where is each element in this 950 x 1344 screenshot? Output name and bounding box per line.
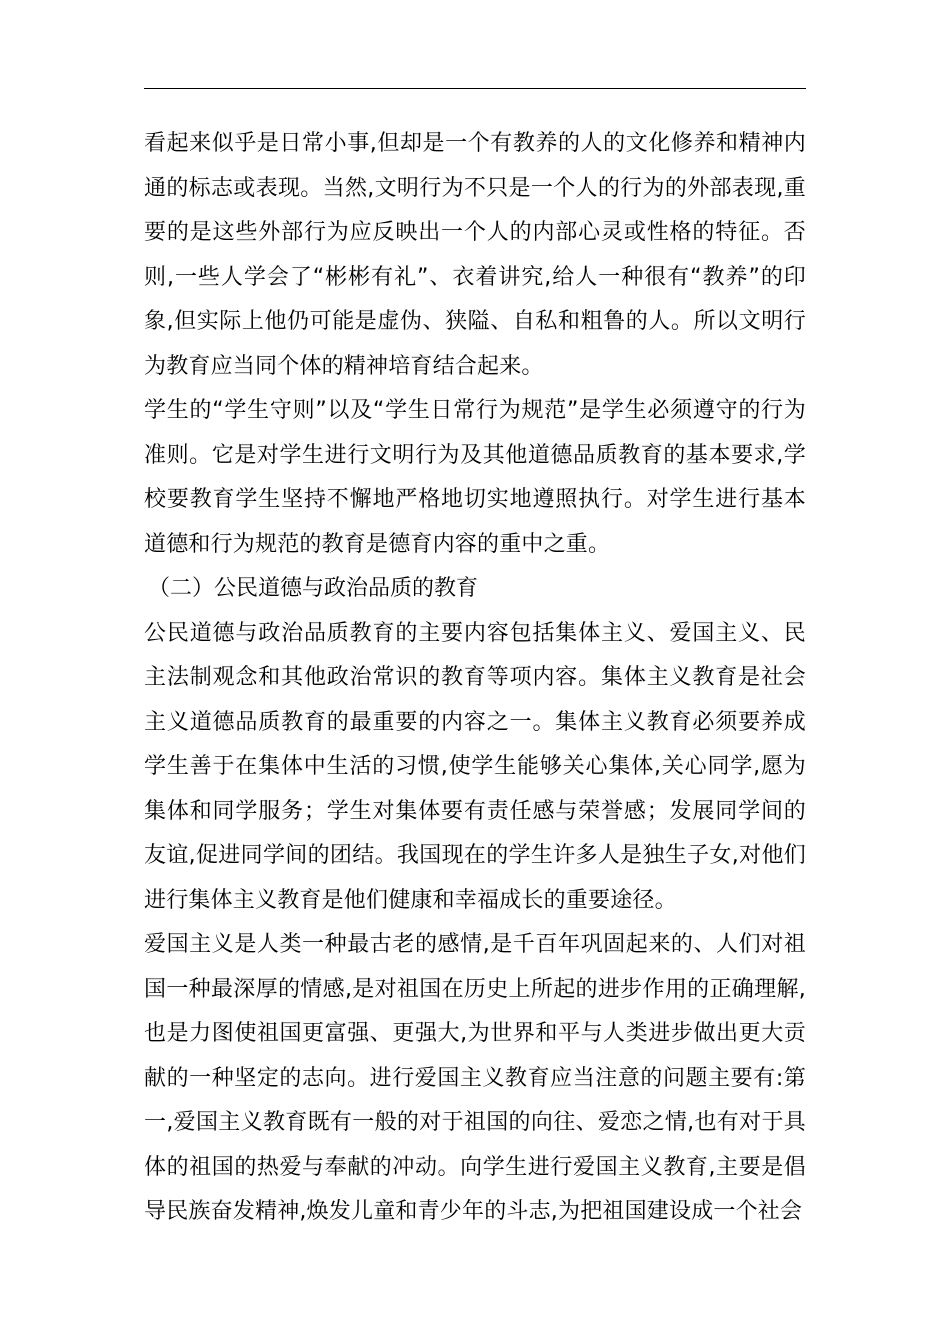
paragraph-patriotism: 爱国主义是人类一种最古老的感情,是千百年巩固起来的、人们对祖国一种最深厚的情感,是对祖国在历史上所起的进步作用的正确理解,也是力图使祖国更富强、更强大,为世界和平与人类进步做出更大贡献的一种坚定的志向。进行爱国主义教育应当注意的问题主要有:第一,爱国主义教育既有一般的对于祖国的向往、爱恋之情,也有对于具体的祖国的热爱与奉献的冲动。向学生进行爱国主义教育,主要是倡导民族奋发精神,焕发儿童和青少年的斗志,为把祖国建设成一个社会 bbox=[144, 932, 806, 1224]
document-body bbox=[144, 122, 806, 1235]
paragraph-civilized-behavior: 看起来似乎是日常小事,但却是一个有教养的人的文化修养和精神内通的标志或表现。当然,文明行为不只是一个人的行为的外部表现,重要的是这些外部行为应反映出一个人的内部心灵或性格的特征。否则,一些人学会了“彬彬有礼”、衣着讲究,给人一种很有“教养”的印象,但实际上他仍可能是虚伪、狭隘、自私和粗鲁的人。所以文明行为教育应当同个体的精神培育结合起来。 bbox=[144, 131, 806, 379]
header-rule bbox=[144, 88, 806, 89]
paragraph-collectivism: 公民道德与政治品质教育的主要内容包括集体主义、爱国主义、民主法制观念和其他政治常识的教育等项内容。集体主义教育是社会主义道德品质教育的最重要的内容之一。集体主义教育必须要养成学生善于在集体中生活的习惯,使学生能够关心集体,关心同学,愿为集体和同学服务；学生对集体要有责任感与荣誉感；发展同学间的友谊,促进同学间的团结。我国现在的学生许多人是独生子女,对他们进行集体主义教育是他们健康和幸福成长的重要途径。 bbox=[144, 620, 806, 913]
section-heading: （二）公民道德与政治品质的教育 bbox=[148, 576, 479, 601]
paragraph-student-code: 学生的“学生守则”以及“学生日常行为规范”是学生必须遵守的行为准则。它是对学生进行文明行为及其他道德品质教育的基本要求,学校要教育学生坚持不懈地严格地切实地遵照执行。对学生进行基本道德和行为规范的教育是德育内容的重中之重。 bbox=[144, 398, 806, 557]
